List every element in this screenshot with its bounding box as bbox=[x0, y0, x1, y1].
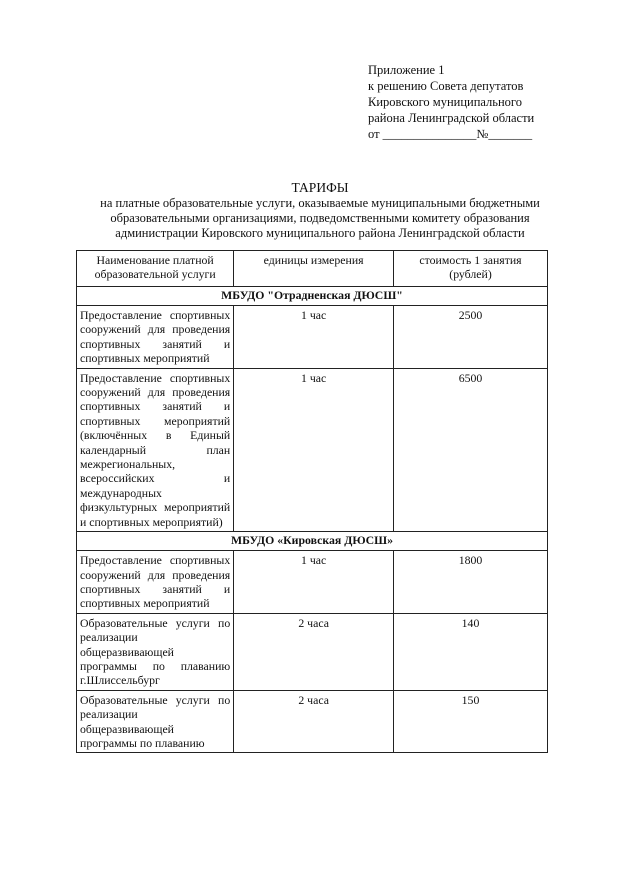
table-row bbox=[77, 306, 548, 369]
service-name-cell: Образовательные услуги по реализации общеразвивающей программы по плаванию bbox=[77, 690, 234, 753]
cost-cell: 6500 bbox=[394, 368, 548, 531]
header-cost: стоимость 1 занятия (рублей) bbox=[394, 251, 548, 287]
table-header-row bbox=[77, 251, 548, 287]
header-unit: единицы измерения bbox=[234, 251, 394, 287]
org-name: МБУДО "Отрадненская ДЮСШ" bbox=[77, 287, 548, 306]
appendix-line: района Ленинградской области bbox=[368, 111, 535, 125]
unit-cell: 2 часа bbox=[234, 613, 394, 690]
table-row bbox=[77, 368, 548, 531]
table-row bbox=[77, 551, 548, 614]
appendix-line: Приложение 1 bbox=[368, 63, 445, 77]
org-section-row bbox=[77, 287, 548, 306]
cost-cell: 150 bbox=[394, 690, 548, 753]
tariffs-table bbox=[76, 250, 548, 753]
header-service-name: Наименование платной образовательной услуги bbox=[77, 251, 234, 287]
appendix-line: Кировского муниципального bbox=[368, 95, 522, 109]
org-name: МБУДО «Кировская ДЮСШ» bbox=[77, 532, 548, 551]
unit-cell: 1 час bbox=[234, 368, 394, 531]
table-row bbox=[77, 613, 548, 690]
unit-cell: 2 часа bbox=[234, 690, 394, 753]
document-subtitle: на платные образовательные услуги, оказываемые муниципальными бюджетными bbox=[100, 196, 540, 210]
document-title-block bbox=[60, 180, 580, 241]
appendix-line: от _______________№_______ bbox=[368, 127, 533, 141]
org-section-row bbox=[77, 532, 548, 551]
cost-cell: 140 bbox=[394, 613, 548, 690]
cost-cell: 2500 bbox=[394, 306, 548, 369]
document-subtitle: администрации Кировского муниципального района Ленинградской области bbox=[115, 226, 525, 240]
cost-cell: 1800 bbox=[394, 551, 548, 614]
appendix-line: к решению Совета депутатов bbox=[368, 79, 524, 93]
service-name-cell: Предоставление спортивных сооружений для проведения спортивных занятий и спортивных мероприятий bbox=[77, 551, 234, 614]
document-subtitle: образовательными организациями, подведомственными комитету образования bbox=[110, 211, 530, 225]
service-name-cell: Предоставление спортивных сооружений для проведения спортивных занятий и спортивных мероприятий bbox=[77, 306, 234, 369]
table-row bbox=[77, 690, 548, 753]
unit-cell: 1 час bbox=[234, 551, 394, 614]
service-name-cell: Образовательные услуги по реализации общеразвивающей программы по плаванию г.Шлиссельбург bbox=[77, 613, 234, 690]
document-title: ТАРИФЫ bbox=[291, 180, 349, 195]
appendix-header bbox=[368, 62, 534, 142]
service-name-cell: Предоставление спортивных сооружений для проведения спортивных занятий и спортивных мероприятий (включённых в Единый календарный план межрегиональных, всероссийских и международных физкультурных мероприятий и спортивных мероприятий) bbox=[77, 368, 234, 531]
unit-cell: 1 час bbox=[234, 306, 394, 369]
